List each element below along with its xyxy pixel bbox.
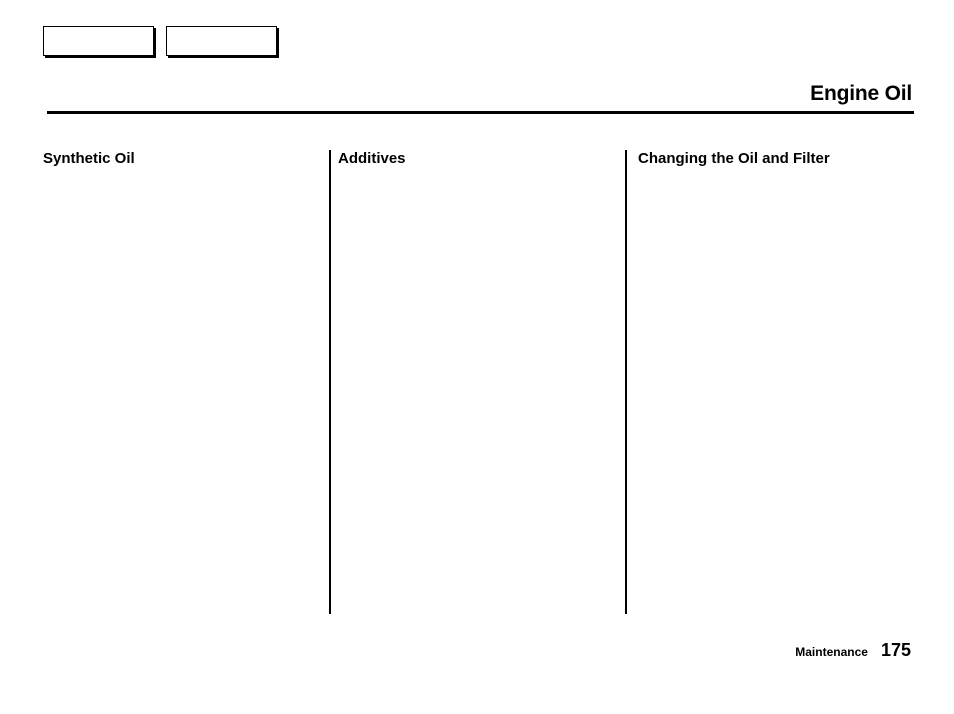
column-heading-synthetic-oil: Synthetic Oil — [43, 150, 135, 167]
nav-button-next[interactable] — [166, 26, 277, 56]
footer-section-name: Maintenance — [795, 645, 868, 659]
page-number: 175 — [880, 640, 911, 660]
column-divider — [625, 150, 627, 614]
page-footer — [795, 640, 911, 661]
title-rule — [47, 111, 914, 114]
column-heading-additives: Additives — [338, 150, 406, 167]
page-title: Engine Oil — [810, 82, 912, 105]
column-divider — [329, 150, 331, 614]
column-heading-changing-oil-filter: Changing the Oil and Filter — [638, 150, 830, 167]
nav-button-previous[interactable] — [43, 26, 154, 56]
